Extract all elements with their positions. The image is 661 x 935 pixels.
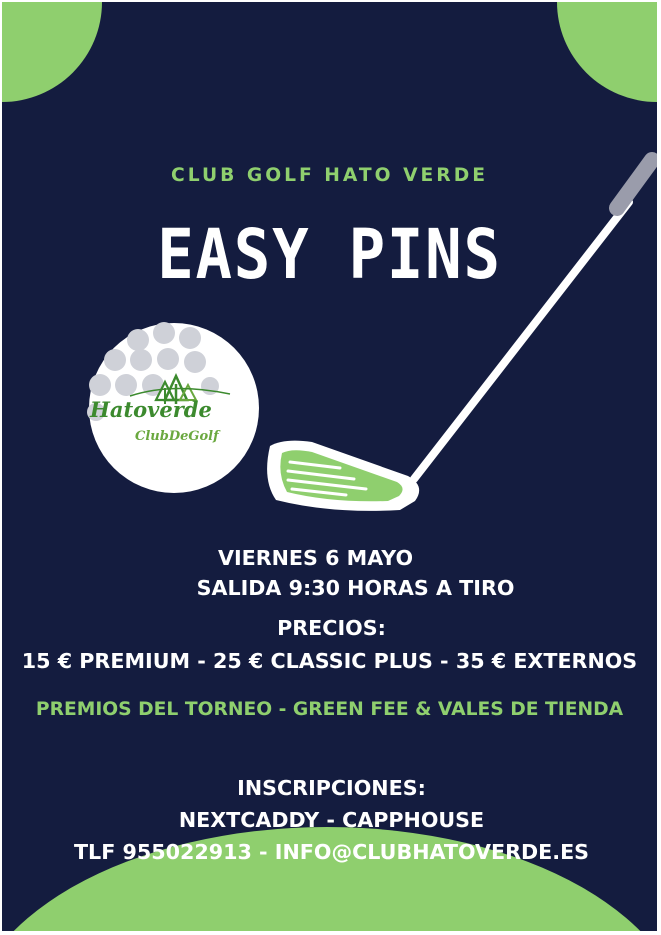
prizes-line: PREMIOS DEL TORNEO - GREEN FEE & VALES DE TIENDA	[35, 699, 624, 720]
start-time: SALIDA 9:30 HORAS A TIRO	[196, 576, 515, 600]
logo-wordmark: Hatoverde	[90, 397, 212, 422]
logo-subtitle: ClubDeGolf	[135, 429, 219, 444]
poster-panel	[2, 2, 657, 931]
registration-channels: NEXTCADDY - CAPPHOUSE	[178, 808, 485, 832]
contact-line: TLF 955022913 - INFO@CLUBHATOVERDE.ES	[73, 840, 590, 864]
prices-heading: PRECIOS:	[277, 616, 386, 640]
club-name: CLUB GOLF HATO VERDE	[171, 165, 488, 186]
event-date: VIERNES 6 MAYO	[217, 546, 414, 570]
prices-list: 15 € PREMIUM - 25 € CLASSIC PLUS - 35 € EXTERNOS	[21, 649, 638, 673]
registration-heading: INSCRIPCIONES:	[237, 776, 426, 800]
event-title: EASY PINS	[157, 215, 502, 295]
